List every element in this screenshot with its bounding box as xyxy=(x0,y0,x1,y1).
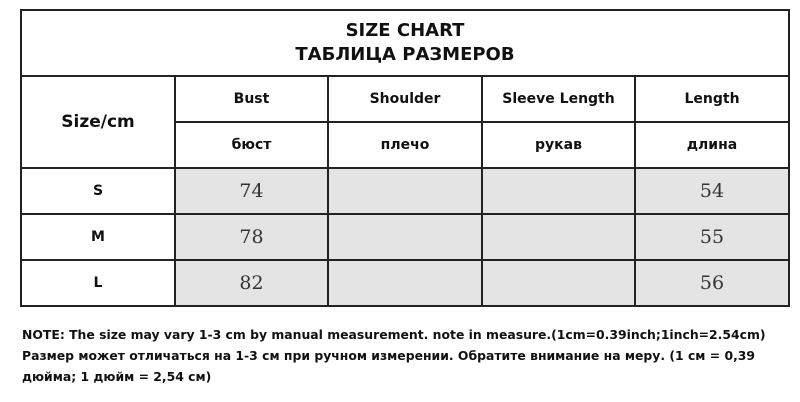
sleeve-value xyxy=(482,214,635,260)
shoulder-value xyxy=(328,260,482,306)
column-header-length: Length xyxy=(635,76,789,122)
size-column-header: Size/cm xyxy=(21,76,175,168)
length-value: 56 xyxy=(635,260,789,306)
title-row xyxy=(21,10,789,76)
title-cell xyxy=(21,10,789,76)
bust-value: 74 xyxy=(175,168,328,214)
chart-title: SIZE CHART xyxy=(345,20,465,41)
column-header-bust: Bust xyxy=(175,76,328,122)
bust-value: 78 xyxy=(175,214,328,260)
note-line-en: NOTE: The size may vary 1-3 cm by manual measurement. note in measure.(1cm=0.39inch;1inch=2.54cm) xyxy=(22,327,766,342)
size-label: M xyxy=(21,214,175,260)
table-row xyxy=(21,260,789,306)
column-header-bust-ru: бюст xyxy=(175,122,328,168)
note-line-ru-continued: дюйма; 1 дюйм = 2,54 см) xyxy=(22,369,212,384)
note-line-ru: Размер может отличаться на 1-3 см при ручном измерении. Обратите внимание на меру. (1 см = 0,39 xyxy=(22,348,756,363)
measurement-note xyxy=(22,324,792,387)
shoulder-value xyxy=(328,214,482,260)
length-value: 55 xyxy=(635,214,789,260)
column-header-length-ru: длина xyxy=(635,122,789,168)
length-value: 54 xyxy=(635,168,789,214)
column-header-sleeve-ru: рукав xyxy=(482,122,635,168)
size-label: L xyxy=(21,260,175,306)
table-row xyxy=(21,168,789,214)
column-header-shoulder-ru: плечо xyxy=(328,122,482,168)
shoulder-value xyxy=(328,168,482,214)
size-chart-table xyxy=(20,9,790,307)
chart-title-ru: ТАБЛИЦА РАЗМЕРОВ xyxy=(295,44,515,65)
bust-value: 82 xyxy=(175,260,328,306)
table-row xyxy=(21,214,789,260)
sleeve-value xyxy=(482,260,635,306)
sleeve-value xyxy=(482,168,635,214)
size-label: S xyxy=(21,168,175,214)
column-header-sleeve: Sleeve Length xyxy=(482,76,635,122)
header-row-en xyxy=(21,76,789,122)
column-header-shoulder: Shoulder xyxy=(328,76,482,122)
